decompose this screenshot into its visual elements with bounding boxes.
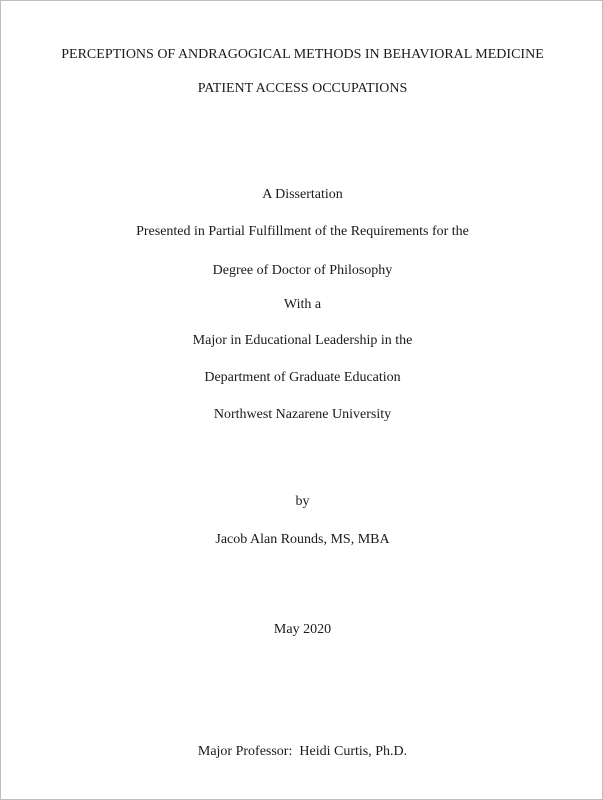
major-professor bbox=[1, 743, 603, 761]
degree-name: Degree of Doctor of Philosophy bbox=[212, 263, 393, 278]
document-type: A Dissertation bbox=[262, 187, 343, 202]
dissertation-title-line-1: PERCEPTIONS OF ANDRAGOGICAL METHODS IN BEHAVIORAL MEDICINE bbox=[61, 47, 544, 62]
major-statement: Major in Educational Leadership in the bbox=[192, 333, 413, 348]
major-professor-label: Major Professor: bbox=[197, 744, 293, 759]
major-professor-name: Heidi Curtis, Ph.D. bbox=[299, 744, 408, 759]
department-name: Department of Graduate Education bbox=[204, 370, 401, 385]
by-text: by bbox=[295, 494, 310, 509]
dissertation-title-line-2: PATIENT ACCESS OCCUPATIONS bbox=[197, 81, 408, 96]
author-name: Jacob Alan Rounds, MS, MBA bbox=[215, 532, 390, 547]
fulfillment-statement: Presented in Partial Fulfillment of the Requirements for the bbox=[136, 224, 469, 239]
with-a-text: With a bbox=[283, 297, 322, 312]
submission-date: May 2020 bbox=[273, 622, 332, 637]
university-name: Northwest Nazarene University bbox=[213, 407, 392, 422]
